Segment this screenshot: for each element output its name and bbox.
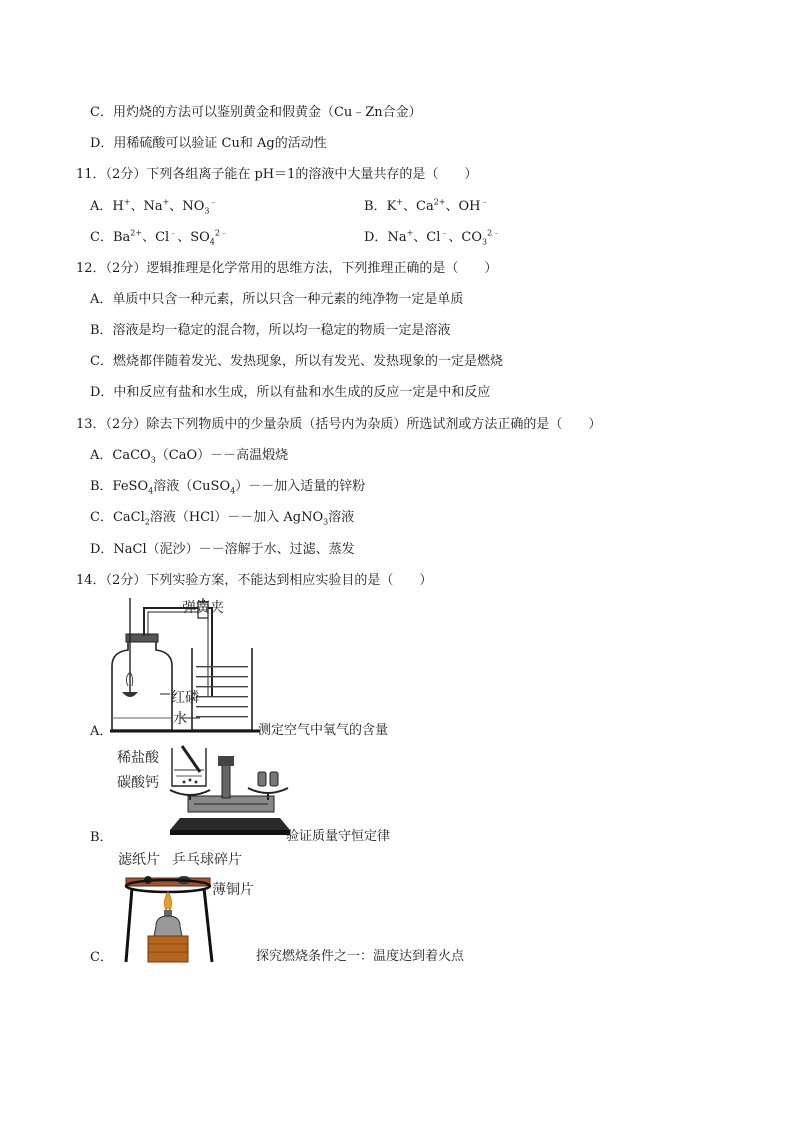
dilute-hcl-label: 稀盐酸 bbox=[117, 750, 159, 766]
q14-option-b-label: B． bbox=[90, 830, 113, 845]
q11-option-c: C．$Ba^{2+}$、Cl﹣、$SO_4^{2﹣}$ bbox=[90, 228, 228, 247]
balance-illustration bbox=[160, 742, 360, 842]
q12-option-a: A．单质中只含一种元素，所以只含一种元素的纯净物一定是单质 bbox=[90, 292, 464, 307]
q10-option-c: C．用灼烧的方法可以鉴别黄金和假黄金（Cu﹣Zn合金） bbox=[90, 105, 422, 120]
q12-option-b: B．溶液是均一稳定的混合物，所以均一稳定的物质一定是溶液 bbox=[90, 323, 451, 338]
q13-option-b: B．FeSO$_4$溶液（CuSO$_4$）－－加入适量的锌粉 bbox=[90, 479, 366, 496]
q11-option-d: D．Na+、Cl﹣、$CO_3^{2﹣}$ bbox=[364, 228, 501, 247]
filter-paper-label: 滤纸片 bbox=[118, 852, 160, 868]
q11-option-b: B．K+、$Ca^{2+}$、OH﹣ bbox=[364, 197, 489, 214]
ping-pong-label: 乒乓球碎片 bbox=[172, 852, 242, 868]
copper-sheet-label: 薄铜片 bbox=[212, 882, 254, 898]
calcium-carbonate-label: 碳酸钙 bbox=[117, 775, 159, 791]
q14-option-c-caption: 探究燃烧条件之一：温度达到着火点 bbox=[256, 949, 465, 964]
q13-option-a: A．CaCO$_3$（CaO）－－高温煅烧 bbox=[90, 448, 289, 465]
q14-option-a-label: A． bbox=[90, 724, 113, 739]
q12-option-d: D．中和反应有盐和水生成，所以有盐和水生成的反应一定是中和反应 bbox=[90, 385, 491, 400]
q13-option-d: D．NaCl（泥沙）－－溶解于水、过滤、蒸发 bbox=[90, 542, 355, 557]
water-label: 水 bbox=[173, 711, 187, 727]
oxygen-apparatus-illustration bbox=[100, 596, 300, 736]
q14-option-b-caption: 验证质量守恒定律 bbox=[286, 829, 391, 844]
q14-stem: 14．（2分）下列实验方案，不能达到相应实验目的是（ ） bbox=[76, 573, 433, 588]
q14-option-c-label: C． bbox=[90, 950, 113, 965]
q12-stem: 12．（2分）逻辑推理是化学常用的思维方法，下列推理正确的是（ ） bbox=[76, 261, 498, 276]
q10-option-d: D．用稀硫酸可以验证 Cu和 Ag的活动性 bbox=[90, 136, 327, 151]
q12-option-c: C．燃烧都伴随着发光、发热现象，所以有发光、发热现象的一定是燃烧 bbox=[90, 354, 503, 369]
q11-option-a: A．H+、Na+、$NO_3^﹣$ bbox=[90, 197, 218, 216]
tripod-burner-illustration bbox=[120, 866, 260, 966]
red-phosphorus-label: 红磷 bbox=[171, 690, 199, 706]
q14-option-a-caption: 测定空气中氧气的含量 bbox=[258, 723, 389, 738]
q11-stem: 11．（2分）下列各组离子能在 pH＝1的溶液中大量共存的是（ ） bbox=[76, 167, 478, 182]
q13-option-c: C．CaCl$_2$溶液（HCl）－－加入 AgNO$_3$溶液 bbox=[90, 510, 355, 527]
q13-stem: 13．（2分）除去下列物质中的少量杂质（括号内为杂质）所选试剂或方法正确的是（ ） bbox=[76, 417, 602, 432]
clamp-label: 弹簧夹 bbox=[182, 600, 224, 616]
